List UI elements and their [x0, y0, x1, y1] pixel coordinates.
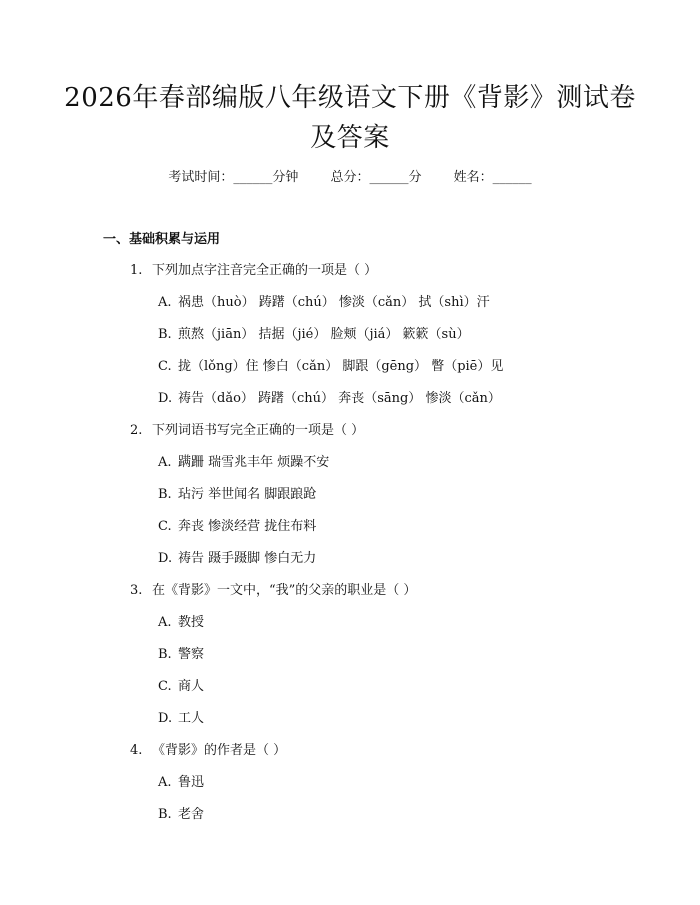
option-text: 祷告 蹑手蹑脚 惨白无力: [178, 551, 317, 566]
student-name-field: 姓名：______: [453, 170, 532, 185]
question-number: 4.: [130, 743, 143, 758]
section-heading: 一、基础积累与运用: [103, 232, 221, 247]
option-2b: [158, 485, 316, 505]
option-text: 煎熬（jiān） 拮据（jié） 脸颊（jiá） 簌簌（sù）: [178, 327, 470, 342]
question-4: [130, 741, 286, 761]
option-2d: [158, 549, 316, 569]
option-text: 祸患（huò） 踌躇（chú） 惨淡（cǎn） 拭（shì）汗: [178, 295, 490, 310]
option-text: 工人: [178, 711, 205, 726]
option-2a: [158, 453, 329, 473]
option-letter: C.: [158, 359, 172, 374]
option-letter: B.: [158, 327, 172, 342]
question-number: 1.: [130, 263, 143, 278]
option-text: 拢（lǒng）住 惨白（cǎn） 脚跟（gēng） 瞥（piē）见: [178, 359, 504, 374]
option-letter: B.: [158, 487, 172, 502]
page-title: 2026年春部编版八年级语文下册《背影》测试卷及答案: [64, 83, 636, 153]
question-2: [130, 421, 364, 441]
option-text: 奔丧 惨淡经营 拢住布料: [178, 519, 317, 534]
option-letter: D.: [158, 711, 173, 726]
option-letter: A.: [158, 615, 172, 630]
question-text: 在《背影》一文中，“我”的父亲的职业是（ ）: [152, 583, 417, 598]
option-text: 玷污 举世闻名 脚跟踉跄: [178, 487, 317, 502]
option-letter: A.: [158, 295, 172, 310]
option-text: 商人: [178, 679, 205, 694]
option-letter: D.: [158, 391, 173, 406]
option-letter: D.: [158, 551, 173, 566]
option-4a: [158, 773, 204, 793]
option-1a: [158, 293, 490, 313]
option-3c: [158, 677, 204, 697]
question-1: [130, 261, 377, 281]
question-3: [130, 581, 416, 601]
option-2c: [158, 517, 316, 537]
option-text: 老舍: [178, 807, 205, 822]
exam-time-field: 考试时间：______分钟: [168, 170, 299, 185]
option-3d: [158, 709, 204, 729]
option-letter: A.: [158, 775, 172, 790]
question-text: 《背影》的作者是（ ）: [152, 743, 287, 758]
option-letter: B.: [158, 807, 172, 822]
question-number: 3.: [130, 583, 143, 598]
option-text: 祷告（dǎo） 踌躇（chú） 奔丧（sāng） 惨淡（cǎn）: [178, 391, 501, 406]
option-letter: C.: [158, 679, 172, 694]
option-text: 蹒跚 瑞雪兆丰年 烦躁不安: [178, 455, 330, 470]
question-text: 下列词语书写完全正确的一项是（ ）: [152, 423, 365, 438]
option-letter: A.: [158, 455, 172, 470]
option-letter: B.: [158, 647, 172, 662]
option-1b: [158, 325, 470, 345]
option-letter: C.: [158, 519, 172, 534]
option-text: 警察: [178, 647, 205, 662]
option-1d: [158, 389, 501, 409]
option-text: 教授: [178, 615, 205, 630]
total-score-field: 总分：______分: [330, 170, 422, 185]
option-3b: [158, 645, 204, 665]
option-4b: [158, 805, 204, 825]
option-3a: [158, 613, 204, 633]
question-number: 2.: [130, 423, 143, 438]
option-text: 鲁迅: [178, 775, 205, 790]
exam-info: [0, 168, 700, 188]
question-text: 下列加点字注音完全正确的一项是（ ）: [152, 263, 378, 278]
option-1c: [158, 357, 503, 377]
